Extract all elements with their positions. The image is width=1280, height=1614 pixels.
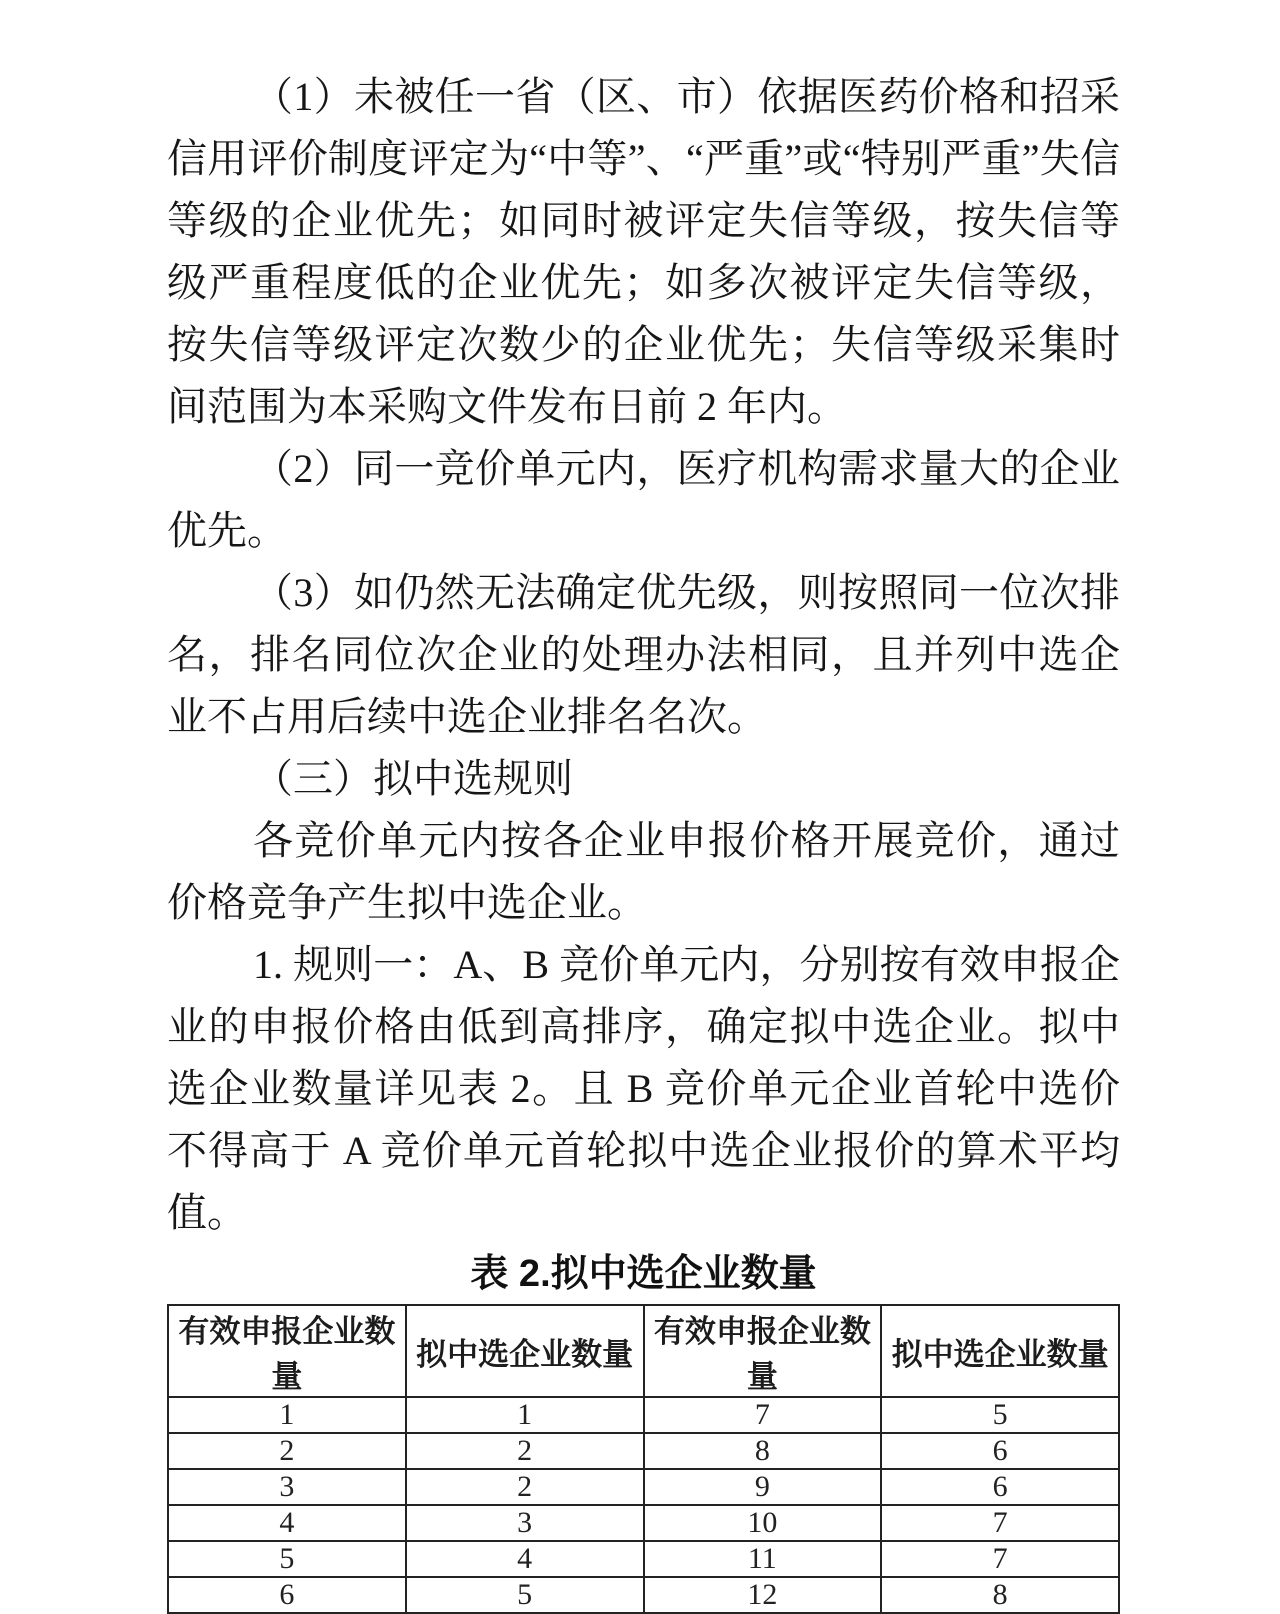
document-content [167,66,1120,1614]
table-header-valid-applicants-right: 有效申报企业数量 [644,1305,882,1397]
table-cell: 8 [881,1577,1119,1613]
section-heading-proposed-selection-rules: （三）拟中选规则 [253,756,573,801]
paragraph-bidding-overview: 各竞价单元内按各企业申报价格开展竞价，通过价格竞争产生拟中选企业。 [167,818,1120,925]
table-cell: 2 [406,1469,644,1505]
table-cell: 1 [168,1397,406,1433]
table-header-row [168,1305,1119,1397]
paragraph-tie-ranking-rule: （3）如仍然无法确定优先级，则按照同一位次排名，排名同位次企业的处理办法相同，且并列中选企业不占用后续中选企业排名名次。 [167,570,1120,739]
proposed-selection-quantity-table [167,1304,1120,1614]
paragraph-demand-priority-rule: （2）同一竞价单元内，医疗机构需求量大的企业优先。 [167,446,1120,553]
table-cell: 12 [644,1577,882,1613]
table-header-proposed-winners-right: 拟中选企业数量 [881,1305,1119,1397]
table-row [168,1505,1119,1541]
table-cell: 5 [168,1541,406,1577]
table-header-valid-applicants-left: 有效申报企业数量 [168,1305,406,1397]
table-row [168,1541,1119,1577]
table-cell: 8 [644,1433,882,1469]
table-cell: 2 [406,1433,644,1469]
paragraph-rule-one: 1. 规则一：A、B 竞价单元内，分别按有效申报企业的申报价格由低到高排序，确定拟中选企业。拟中选企业数量详见表 2。且 B 竞价单元企业首轮中选价不得高于 A 竞价单元首轮拟中选企业报价的算术平均值。 [167,942,1120,1235]
table-cell: 11 [644,1541,882,1577]
table-row [168,1433,1119,1469]
table-title: 表 2.拟中选企业数量 [470,1253,817,1295]
table-cell: 6 [881,1433,1119,1469]
table-cell: 4 [406,1541,644,1577]
table-cell: 5 [881,1397,1119,1433]
table-row [168,1577,1119,1613]
table-header-proposed-winners-left: 拟中选企业数量 [406,1305,644,1397]
table-cell: 6 [881,1469,1119,1505]
paragraph-credit-rating-rule: （1）未被任一省（区、市）依据医药价格和招采信用评价制度评定为“中等”、“严重”或“特别严重”失信等级的企业优先；如同时被评定失信等级，按失信等级严重程度低的企业优先；如多次被评定失信等级，按失信等级评定次数少的企业优先；失信等级采集时间范围为本采购文件发布日前 2 年内。 [167,74,1120,429]
table-cell: 7 [881,1541,1119,1577]
table-cell: 5 [406,1577,644,1613]
table-cell: 7 [644,1397,882,1433]
table-cell: 4 [168,1505,406,1541]
table-cell: 3 [406,1505,644,1541]
table-row [168,1469,1119,1505]
table-cell: 10 [644,1505,882,1541]
table-row [168,1397,1119,1433]
table-cell: 9 [644,1469,882,1505]
table-cell: 2 [168,1433,406,1469]
table-cell: 3 [168,1469,406,1505]
table-cell: 7 [881,1505,1119,1541]
table-cell: 1 [406,1397,644,1433]
table-cell: 6 [168,1577,406,1613]
